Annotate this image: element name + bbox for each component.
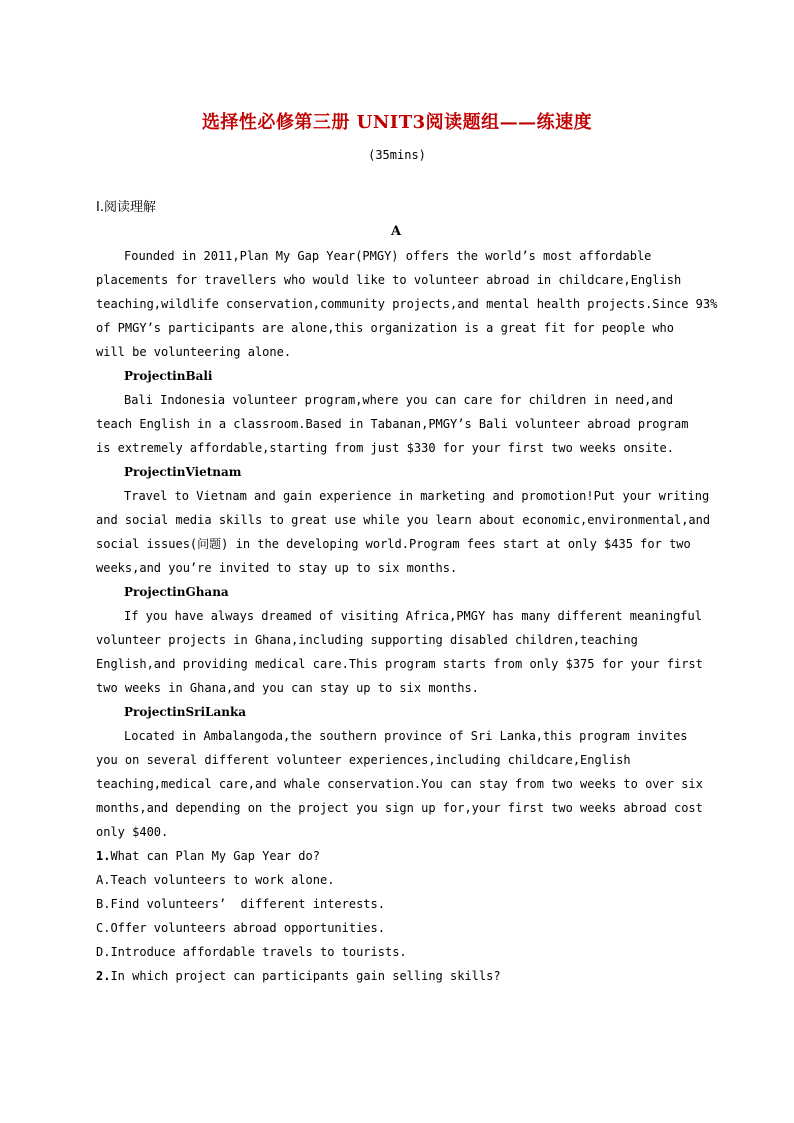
- paragraph-line: placements for travellers who would like to volunteer abroad in childcare,English: [96, 273, 682, 287]
- option-b: B.Find volunteers’ different interests.: [96, 897, 385, 911]
- section-heading: Ⅰ.阅读理解: [96, 200, 156, 215]
- option-c: C.Offer volunteers abroad opportunities.: [96, 921, 385, 935]
- paragraph-line: teaching,medical care,and whale conservation.You can stay from two weeks to over six: [96, 777, 703, 791]
- question-1: [96, 844, 716, 868]
- project-heading-bali: ProjectinBali: [124, 369, 213, 383]
- paragraph-line: only $400.: [96, 825, 169, 839]
- project-heading-srilanka: ProjectinSriLanka: [124, 705, 247, 719]
- paragraph-line: and social media skills to great use while you learn about economic,environmental,and: [96, 513, 711, 527]
- project-heading-ghana: ProjectinGhana: [124, 585, 229, 599]
- option-a: A.Teach volunteers to work alone.: [96, 873, 335, 887]
- question-text: What can Plan My Gap Year do?: [110, 849, 320, 863]
- project-heading-vietnam: ProjectinVietnam: [124, 465, 242, 479]
- question-number: 2.: [96, 969, 111, 983]
- paragraph-line: English,and providing medical care.This program starts from only $375 for your first: [96, 657, 703, 671]
- paragraph-line: social issues(问题) in the developing world.Program fees start at only $435 for two: [96, 537, 691, 551]
- paragraph-line: volunteer projects in Ghana,including supporting disabled children,teaching: [96, 633, 638, 647]
- paragraph-line: of PMGY’s participants are alone,this organization is a great fit for people who: [96, 321, 674, 335]
- time-limit: (35mins): [368, 148, 426, 162]
- paragraph-line: is extremely affordable,starting from just $330 for your first two weeks onsite.: [96, 441, 674, 455]
- question-text: In which project can participants gain selling skills?: [110, 969, 501, 983]
- option-d: D.Introduce affordable travels to tourists.: [96, 945, 407, 959]
- paragraph-line: teach English in a classroom.Based in Tabanan,PMGY’s Bali volunteer abroad program: [96, 417, 689, 431]
- paragraph-line: months,and depending on the project you sign up for,your first two weeks abroad cost: [96, 801, 703, 815]
- question-2: [96, 964, 716, 988]
- paragraph-line: If you have always dreamed of visiting Africa,PMGY has many different meaningful: [124, 609, 702, 623]
- paragraph-line: Travel to Vietnam and gain experience in marketing and promotion!Put your writing: [124, 489, 710, 503]
- paragraph-line: weeks,and you’re invited to stay up to six months.: [96, 561, 458, 575]
- paragraph-line: teaching,wildlife conservation,community projects,and mental health projects.Since 93%: [96, 297, 718, 311]
- paragraph-line: two weeks in Ghana,and you can stay up to six months.: [96, 681, 479, 695]
- paragraph-line: Bali Indonesia volunteer program,where you can care for children in need,and: [124, 393, 674, 407]
- page-title: 选择性必修第三册 UNIT3阅读题组——练速度: [201, 112, 593, 133]
- paragraph-line: Founded in 2011,Plan My Gap Year(PMGY) offers the world’s most affordable: [124, 249, 652, 263]
- passage-label: A: [390, 224, 402, 239]
- paragraph-line: Located in Ambalangoda,the southern province of Sri Lanka,this program invites: [124, 729, 688, 743]
- passage-body: [96, 220, 716, 988]
- paragraph-line: will be volunteering alone.: [96, 345, 292, 359]
- question-number: 1.: [96, 849, 111, 863]
- paragraph-line: you on several different volunteer experiences,including childcare,English: [96, 753, 631, 767]
